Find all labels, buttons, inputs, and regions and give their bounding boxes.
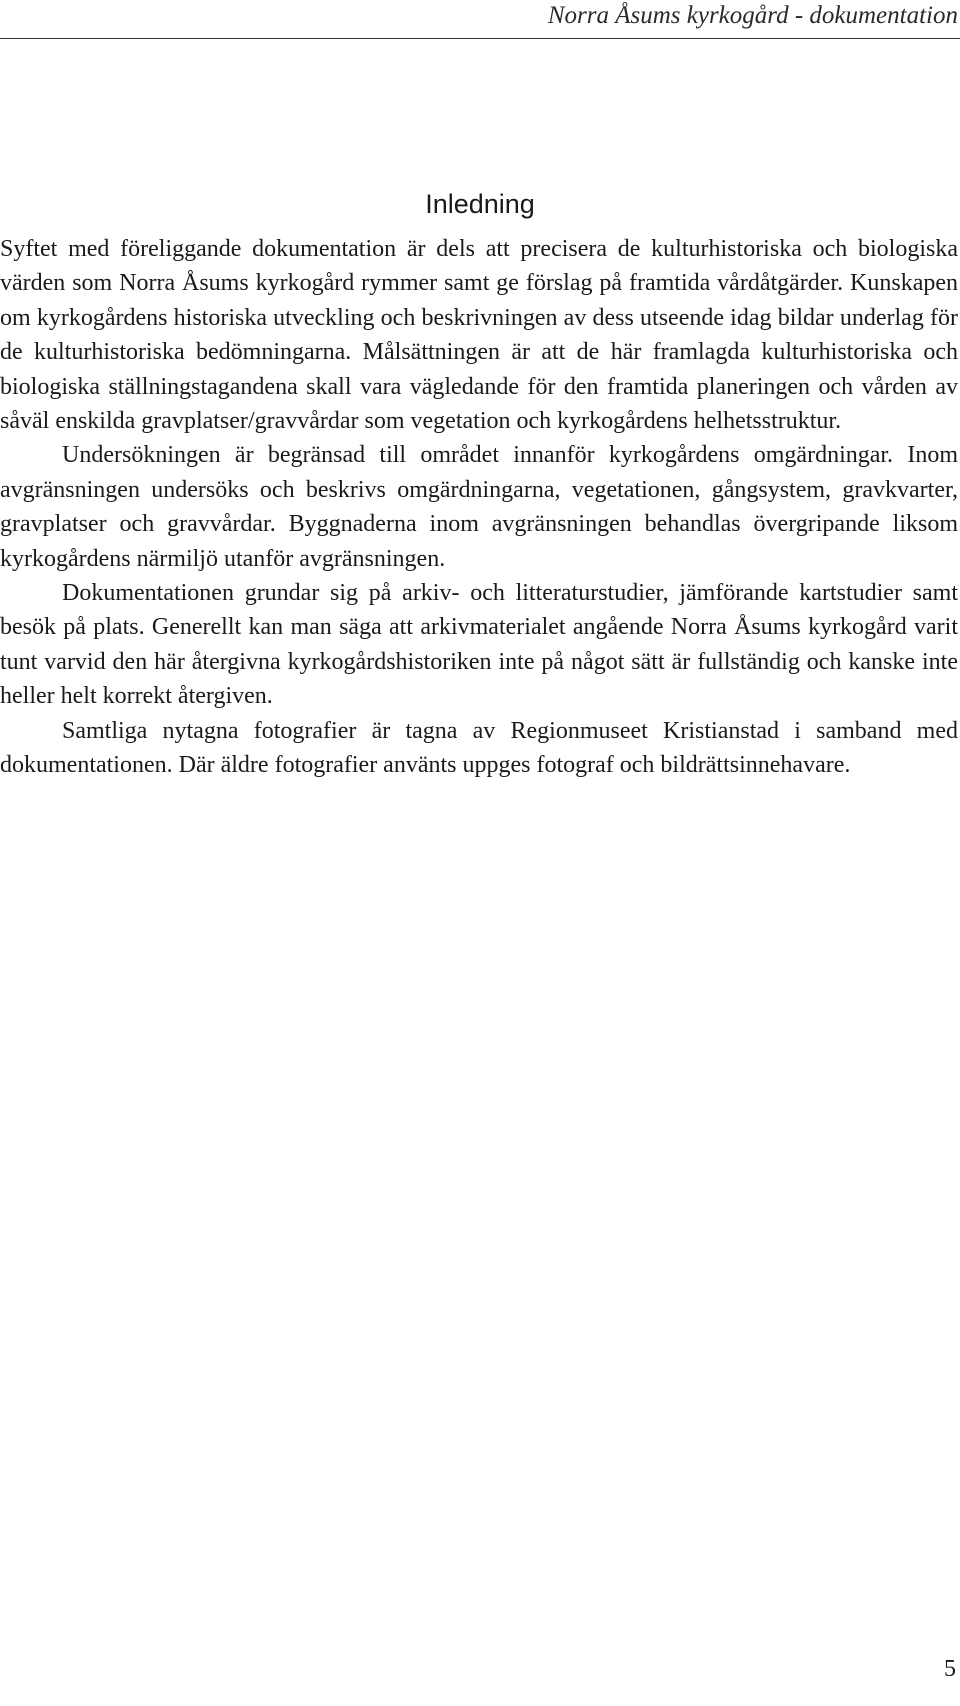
paragraph-purpose: Syftet med föreliggande dokumentation är dels att precisera de kulturhistoriska och biologiska värden som Norra Åsums kyrkogård rymmer samt ge förslag på framtida vårdåtgärder. Kunskapen om kyrkogårdens historiska utveckling och beskrivningen av dess utseende idag bildar underlag för de kulturhistoriska bedömningarna. Målsättningen är att de här framlagda kulturhistoriska och biologiska ställningstagandena skall vara vägledande för den framtida planeringen och vården av såväl enskilda gravplatser/gravvårdar som vegetation och kyrkogårdens helhetsstruktur. xyxy=(0,236,958,435)
running-header xyxy=(0,0,960,40)
page-number: 5 xyxy=(944,1656,956,1682)
body-text xyxy=(0,232,958,783)
section-heading: Inledning xyxy=(425,189,535,219)
header-rule xyxy=(0,38,960,39)
running-title: Norra Åsums kyrkogård - dokumentation xyxy=(547,2,958,29)
paragraph-scope: Undersökningen är begränsad till området innanför kyrkogårdens omgärdningar. Inom avgränsningen undersöks och beskrivs omgärdningarna, vegetationen, gångsystem, gravkvarter, gravplatser och gravvårdar. Byggnaderna inom avgränsningen behandlas övergripande liksom kyrkogårdens närmiljö utanför avgränsningen. xyxy=(0,442,958,572)
paragraph-photographs: Samtliga nytagna fotografier är tagna av Regionmuseet Kristianstad i samband med dokumentationen. Där äldre fotografier använts uppges fotograf och bildrättsinnehavare. xyxy=(0,717,958,779)
paragraph-sources: Dokumentationen grundar sig på arkiv- och litteraturstudier, jämförande kartstudier samt besök på plats. Generellt kan man säga att arkivmaterialet angående Norra Åsums kyrkogård varit tunt varvid den här återgivna kyrkogårdshistoriken inte på något sätt är fullständig och kanske inte heller helt korrekt återgiven. xyxy=(0,580,958,710)
